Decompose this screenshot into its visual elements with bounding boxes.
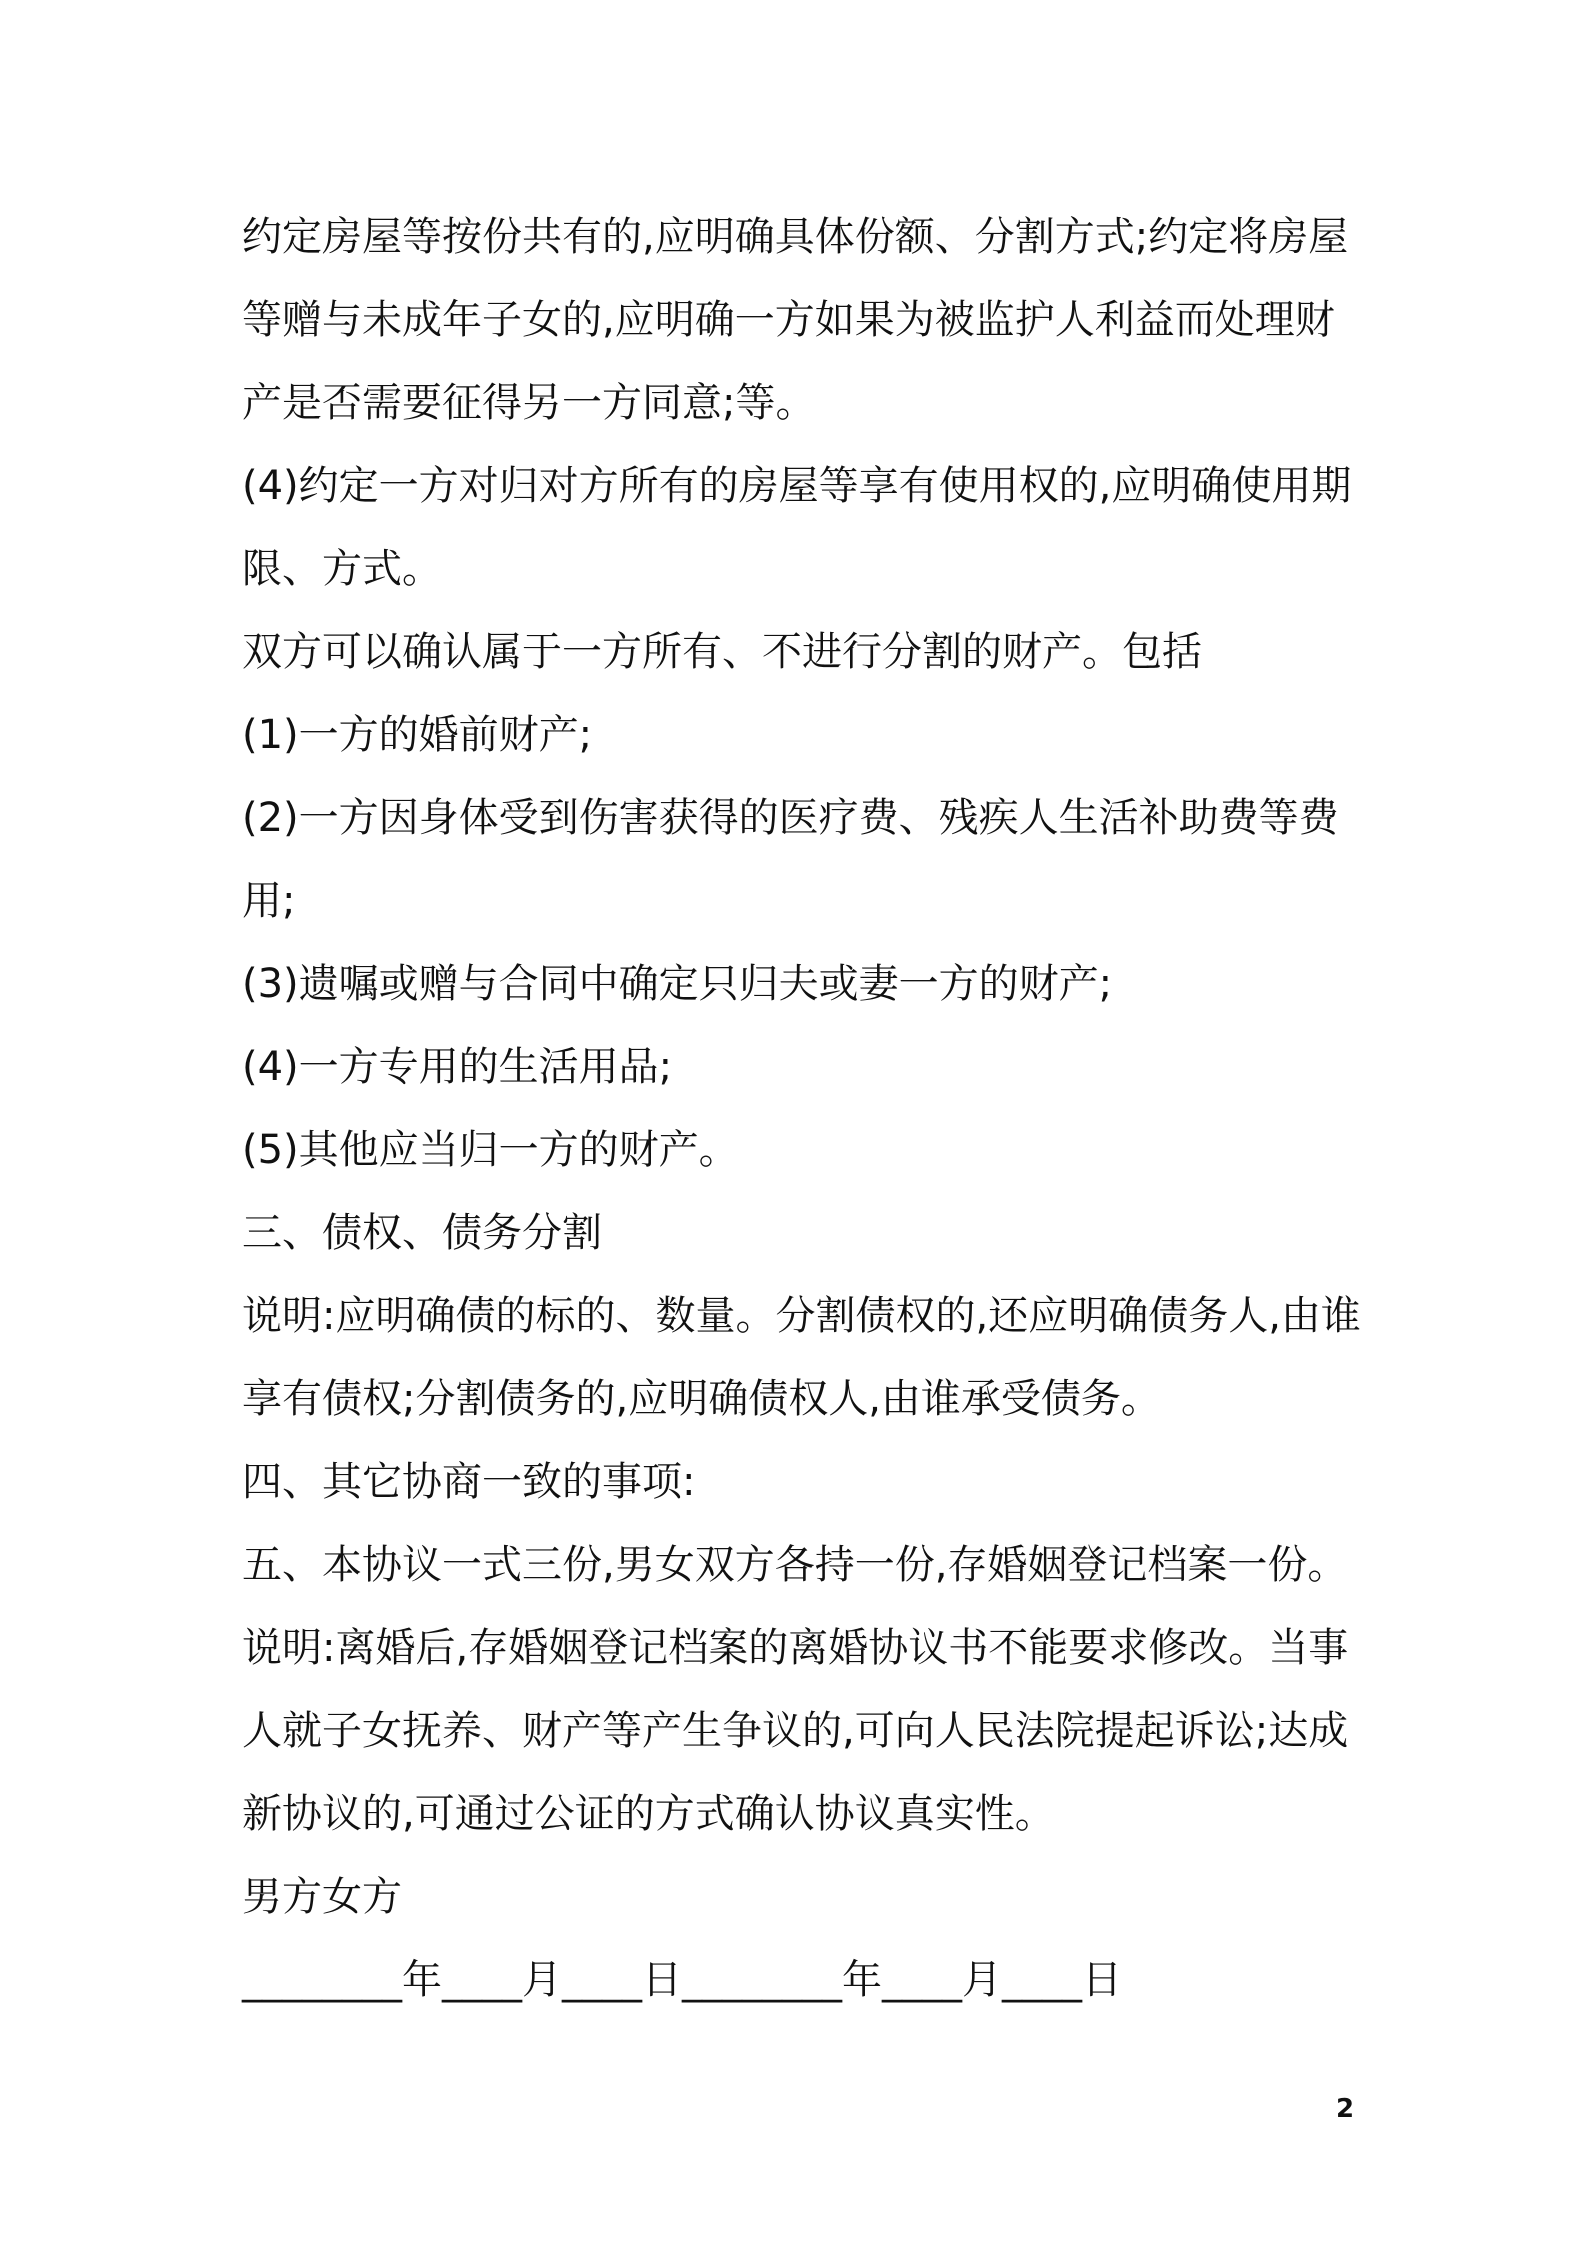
list-item-personal-items: (4)一方专用的生活用品; bbox=[242, 1044, 673, 1090]
list-item-injury-compensation: (2)一方因身体受到伤害获得的医疗费、残疾人生活补助费等费用; bbox=[242, 795, 1339, 924]
list-item-will-or-gift: (3)遗嘱或赠与合同中确定只归夫或妻一方的财产; bbox=[242, 961, 1113, 1007]
list-item-premarital-property: (1)一方的婚前财产; bbox=[242, 712, 593, 758]
signature-date-line: ________年____月____日________年____月____日 bbox=[242, 1957, 1122, 2003]
section-heading-copies: 五、本协议一式三份,男女双方各持一份,存婚姻登记档案一份。 bbox=[242, 1542, 1348, 1588]
paragraph-debts-note: 说明:应明确债的标的、数量。分割债权的,还应明确债务人,由谁享有债权;分割债务的,应明确债权人,由谁承受债务。 bbox=[242, 1293, 1361, 1422]
section-heading-debts: 三、债权、债务分割 bbox=[242, 1210, 602, 1256]
list-item-other-property: (5)其他应当归一方的财产。 bbox=[242, 1127, 739, 1173]
paragraph-separate-property-intro: 双方可以确认属于一方所有、不进行分割的财产。包括 bbox=[242, 629, 1202, 675]
paragraph-copies-note: 说明:离婚后,存婚姻登记档案的离婚协议书不能要求修改。当事人就子女抚养、财产等产生争议的,可向人民法院提起诉讼;达成新协议的,可通过公证的方式确认协议真实性。 bbox=[242, 1625, 1349, 1837]
paragraph-usage-right: (4)约定一方对归对方所有的房屋等享有使用权的,应明确使用期限、方式。 bbox=[242, 463, 1352, 592]
section-heading-other-matters: 四、其它协商一致的事项: bbox=[242, 1459, 696, 1505]
signature-labels: 男方女方 bbox=[242, 1874, 402, 1920]
paragraph-property-share-terms: 约定房屋等按份共有的,应明确具体份额、分割方式;约定将房屋等赠与未成年子女的,应明确一方如果为被监护人利益而处理财产是否需要征得另一方同意;等。 bbox=[242, 214, 1349, 426]
page-number: 2 bbox=[1336, 2094, 1355, 2124]
document-body bbox=[242, 196, 1362, 2022]
